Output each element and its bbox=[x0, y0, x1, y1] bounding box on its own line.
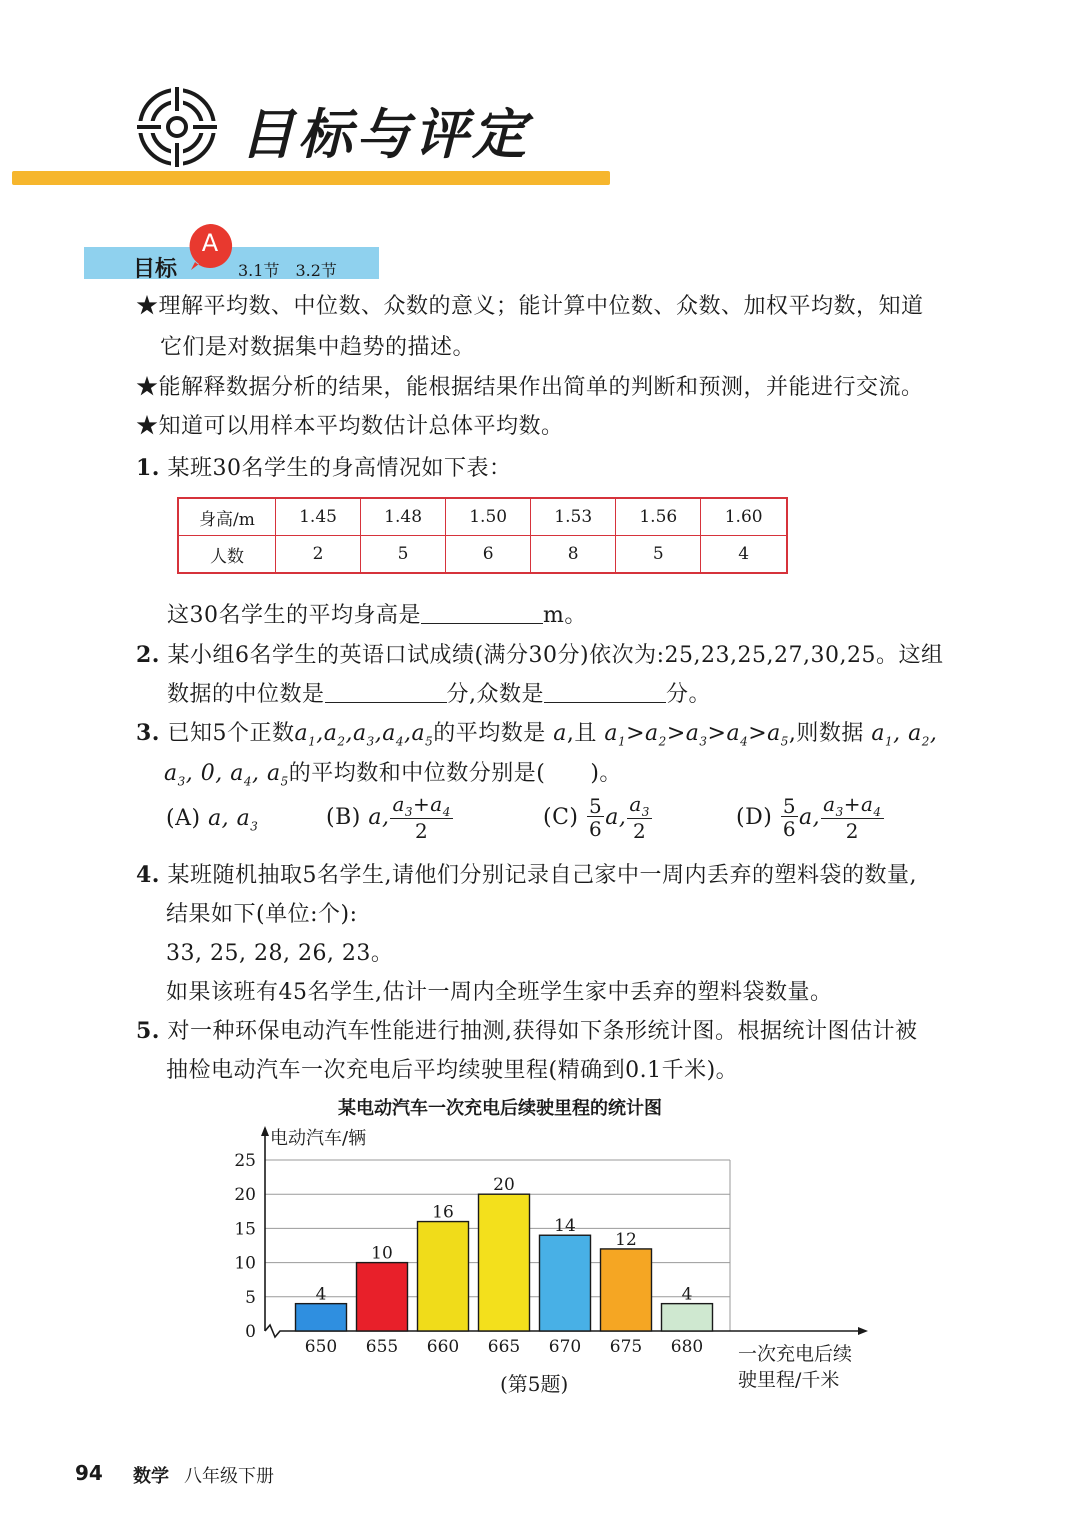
table-cell: 5 bbox=[361, 536, 446, 574]
x-axis-label: 驶里程/千米 bbox=[738, 1369, 840, 1391]
question-number: 3. bbox=[136, 720, 160, 746]
bar-value-label: 20 bbox=[493, 1175, 515, 1196]
answer-prompt: 这30名学生的平均身高是 bbox=[167, 603, 421, 628]
footer-subject: 数学 bbox=[133, 1466, 169, 1487]
table-cell: 1.56 bbox=[616, 498, 701, 536]
goal-badge-letter: A bbox=[201, 229, 219, 257]
page-title: 目标与评定 bbox=[240, 103, 530, 166]
question-5 bbox=[136, 1014, 917, 1045]
x-tick-label: 655 bbox=[365, 1337, 399, 1357]
bar bbox=[296, 1304, 347, 1331]
bar bbox=[357, 1263, 408, 1331]
table-cell: 1.60 bbox=[701, 498, 787, 536]
question-2 bbox=[136, 638, 943, 669]
y-tick-label: 20 bbox=[234, 1185, 256, 1206]
footer-book: 八年级下册 bbox=[184, 1466, 274, 1487]
x-tick-label: 650 bbox=[304, 1337, 338, 1357]
table-cell: 8 bbox=[531, 536, 616, 574]
bar-value-label: 14 bbox=[554, 1216, 576, 1237]
question-text: 某班30名学生的身高情况如下表： bbox=[167, 456, 512, 481]
bar-value-label: 4 bbox=[315, 1284, 327, 1305]
y-tick-label: 25 bbox=[234, 1151, 256, 1171]
question-3-cont bbox=[164, 756, 622, 788]
table-cell: 4 bbox=[701, 536, 787, 574]
question-4-line2: 结果如下(单位:个): bbox=[166, 902, 358, 927]
question-1-answer-line bbox=[167, 598, 587, 629]
table-cell: 1.48 bbox=[361, 498, 446, 536]
height-table bbox=[177, 497, 788, 574]
math-a: a bbox=[545, 721, 567, 746]
question-number: 4. bbox=[136, 862, 160, 888]
objective-2: ★能解释数据分析的结果，能根据结果作出简单的判断和预测，并能进行交流。 bbox=[136, 375, 924, 400]
x-axis-arrow bbox=[858, 1327, 868, 1335]
bar-value-label: 12 bbox=[615, 1229, 637, 1250]
y-tick-label: 5 bbox=[245, 1287, 256, 1308]
bar bbox=[662, 1304, 713, 1331]
table-cell: 5 bbox=[616, 536, 701, 574]
bar-value-label: 16 bbox=[432, 1202, 454, 1223]
math-seq: $a_3$, 0, $a_4$, $a_5$ bbox=[164, 761, 289, 789]
table-header-cell: 身高/m bbox=[178, 498, 276, 536]
question-number: 2. bbox=[136, 642, 160, 668]
question-text: 分。 bbox=[666, 682, 712, 707]
goal-badge bbox=[185, 222, 235, 272]
question-4 bbox=[136, 858, 917, 889]
chart bbox=[220, 1090, 880, 1400]
question-4-line3: 33, 25, 28, 26, 23。 bbox=[166, 941, 394, 966]
question-3 bbox=[136, 716, 937, 748]
chart-caption: (第5题) bbox=[500, 1372, 569, 1396]
answer-unit: m。 bbox=[543, 603, 587, 628]
question-2-cont bbox=[167, 677, 711, 708]
y-tick-label: 0 bbox=[245, 1322, 256, 1342]
question-text: 已知5个正数 bbox=[167, 721, 295, 746]
bar bbox=[418, 1222, 469, 1331]
x-tick-label: 675 bbox=[609, 1337, 643, 1357]
x-tick-label: 660 bbox=[426, 1337, 460, 1357]
option-c[interactable]: (C) $\frac{5}{6}$ a, $\frac{a_3}{2}$ bbox=[543, 792, 650, 843]
goal-sections: 3.1节 3.2节 bbox=[238, 261, 337, 280]
answer-blank[interactable] bbox=[544, 682, 666, 703]
chart-title: 某电动汽车一次充电后续驶里程的统计图 bbox=[338, 1098, 662, 1119]
question-number: 5. bbox=[136, 1018, 160, 1044]
table-header-cell: 人数 bbox=[178, 536, 276, 574]
goal-label: 目标 bbox=[133, 257, 178, 282]
answer-blank[interactable] bbox=[325, 682, 447, 703]
bar-chart bbox=[220, 1090, 880, 1400]
objective-3: ★知道可以用样本平均数估计总体平均数。 bbox=[136, 414, 564, 439]
x-axis-label: 一次充电后续 bbox=[738, 1343, 853, 1365]
x-tick-label: 665 bbox=[487, 1337, 521, 1357]
option-label: (C) bbox=[543, 805, 579, 830]
question-text: 数据的中位数是 bbox=[167, 682, 325, 707]
table-row bbox=[178, 536, 787, 574]
x-tick-label: 680 bbox=[670, 1337, 704, 1357]
option-label: (A) bbox=[166, 806, 201, 831]
question-4-line4: 如果该班有45名学生,估计一周内全班学生家中丢弃的塑料袋数量。 bbox=[166, 980, 833, 1005]
math-seq: $a_1$, $a_2$, bbox=[863, 721, 938, 749]
option-d[interactable]: (D) $\frac{5}{6}$ a, $\frac{a_3+a_4}{2}$ bbox=[736, 792, 882, 843]
option-label: (D) bbox=[736, 805, 773, 830]
bar bbox=[601, 1249, 652, 1331]
page-number: 94 bbox=[75, 1461, 103, 1485]
bar-value-label: 4 bbox=[681, 1284, 693, 1305]
question-number: 1. bbox=[136, 455, 160, 481]
math-seq: $a_1,a_2,a_3,a_4,a_5$ bbox=[294, 721, 434, 749]
x-tick-label: 670 bbox=[548, 1337, 582, 1357]
table-cell: 1.50 bbox=[446, 498, 531, 536]
table-cell: 1.45 bbox=[276, 498, 361, 536]
math-inequality: $a_1>a_2>a_3>a_4>a_5$ bbox=[596, 721, 789, 749]
option-a[interactable]: (A) a, $a_3$ bbox=[166, 806, 259, 834]
y-tick-label: 15 bbox=[234, 1219, 256, 1240]
y-axis-label: 电动汽车/辆 bbox=[270, 1128, 367, 1149]
bar bbox=[479, 1194, 530, 1331]
bar bbox=[540, 1235, 591, 1331]
option-b[interactable]: (B) a, $\frac{a_3+a_4}{2}$ bbox=[326, 792, 451, 843]
title-underline-bar bbox=[12, 171, 610, 185]
question-text: 的平均数是 bbox=[433, 721, 546, 746]
question-text: 对一种环保电动汽车性能进行抽测,获得如下条形统计图。根据统计图估计被 bbox=[167, 1019, 918, 1044]
question-text: ,且 bbox=[566, 721, 597, 746]
option-label: (B) bbox=[326, 805, 361, 830]
y-tick-label: 10 bbox=[234, 1253, 256, 1274]
answer-blank[interactable] bbox=[421, 603, 543, 624]
table-cell: 1.53 bbox=[531, 498, 616, 536]
objective-1-cont: 它们是对数据集中趋势的描述。 bbox=[160, 335, 476, 360]
question-1 bbox=[136, 451, 511, 482]
objective-1: ★理解平均数、中位数、众数的意义；能计算中位数、众数、加权平均数，知道 bbox=[136, 294, 924, 319]
table-cell: 2 bbox=[276, 536, 361, 574]
bar-value-label: 10 bbox=[371, 1243, 393, 1264]
question-text: 某班随机抽取5名学生,请他们分别记录自己家中一周内丢弃的塑料袋的数量, bbox=[167, 863, 917, 888]
question-text: ,则数据 bbox=[788, 721, 864, 746]
question-5-line2: 抽检电动汽车一次充电后平均续驶里程(精确到0.1千米)。 bbox=[166, 1058, 739, 1083]
question-text: 的平均数和中位数分别是( )。 bbox=[288, 761, 622, 786]
question-text: 某小组6名学生的英语口试成绩(满分30分)依次为:25,23,25,27,30,25。这组 bbox=[167, 643, 944, 668]
y-axis-arrow bbox=[261, 1126, 269, 1136]
target-icon bbox=[135, 85, 219, 169]
table-row bbox=[178, 498, 787, 536]
table-cell: 6 bbox=[446, 536, 531, 574]
question-text: 分,众数是 bbox=[446, 682, 545, 707]
